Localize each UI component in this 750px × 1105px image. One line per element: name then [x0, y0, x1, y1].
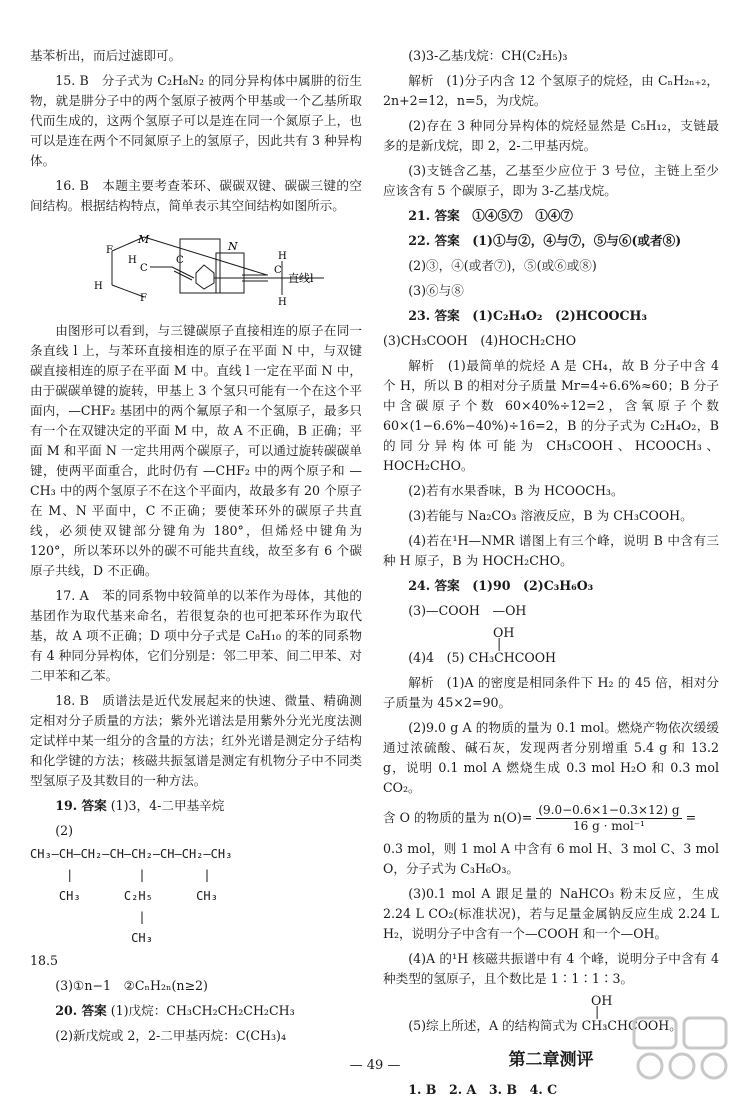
structural-formula-branches: CH₃ C₂H₅ CH₃ — [30, 889, 218, 903]
text-line: 18.5 — [30, 953, 59, 968]
answer-text: (1)戊烷：CH₃CH₂CH₂CH₂CH₃ — [110, 1003, 295, 1018]
explanation-20-2: (2)存在 3 种同分异构体的烷烃显然是 C₅H₁₂，支链最多的是新戊烷，即 2，2-二甲基丙烷。 — [383, 118, 719, 153]
answer-22: 22. 答案 (1)①与②，④与⑦，⑤与⑥(或者⑧) — [408, 233, 682, 248]
line-l-label: 直线l — [288, 272, 314, 285]
atom-label: H — [128, 255, 137, 266]
answer-21: 21. 答案 ①④⑤⑦ ①④⑦ — [408, 208, 574, 223]
fraction-denominator: 16 g · mol⁻¹ — [573, 819, 645, 833]
answer-24: 24. 答案 (1)90 (2)C₃H₆O₃ — [408, 578, 594, 593]
explanation-23-4: (4)若在¹H—NMR 谱图上有三个峰，说明 B 中含有三种 H 原子，B 为 HOCH₂CHO。 — [383, 533, 719, 568]
fraction — [536, 803, 681, 834]
answer-24-part3: (3)—COOH —OH — [408, 603, 527, 618]
structural-formula-bonds: | | | — [30, 868, 211, 882]
atom-label: C — [274, 265, 282, 276]
answer-22-part3: (3)⑥与⑧ — [408, 283, 464, 298]
explanation-24-2: (2)9.0 g A 的物质的量为 0.1 mol。燃烧产物依次缓缓通过浓硫酸、碱石灰，发现两者分别增重 5.4 g 和 13.2 g，说明 0.1 mol A 燃烧生成 0.3 mol H₂O 和 0.3 mol CO₂。 — [383, 720, 719, 795]
answer-20-heading — [30, 1001, 362, 1021]
calc-suffix: = — [685, 810, 697, 825]
fraction-numerator: (9.0−0.6×1−0.3×12) g — [538, 803, 680, 817]
answer-label: 19. 答案 — [55, 798, 107, 813]
explanation-23-2: (2)若有水果香味，B 为 HCOOCH₃。 — [408, 483, 624, 498]
atom-label: F — [106, 245, 113, 256]
answer-20-part2: (2)新戊烷或 2，2-二甲基丙烷：C(CH₃)₄ — [55, 1028, 287, 1043]
page-number: — 49 — — [349, 1058, 401, 1073]
bond-mark: | — [497, 636, 502, 651]
explanation-20-1: 解析 (1)分子内含 12 个氢原子的烷烃，由 CₙH₂ₙ₊₂，2n+2=12，n=5，为戊烷。 — [383, 73, 719, 108]
structural-formula-branches: CH₃ — [30, 931, 153, 945]
answer-19-heading — [30, 796, 362, 816]
answer-23: 23. 答案 (1)C₂H₄O₂ (2)HCOOCH₃ — [408, 308, 647, 323]
section-title: 第二章测评 — [508, 1050, 594, 1070]
calc-prefix: 含 O 的物质的量为 n(O)= — [383, 810, 533, 825]
explanation-24-5: (4)A 的¹H 核磁共振谱中有 4 个峰，说明分子中含有 4 种类型的氢原子，且个数比是 1∶1∶1∶3。 — [383, 951, 719, 986]
answer-label: 20. 答案 — [55, 1003, 107, 1018]
answer-17: 17. A 苯的同系物中较简单的以苯作为母体，其他的基团作为取代基来命名，若很复杂的也可把苯环作为取代基，故 A 项不正确；D 项中分子式是 C₈H₁₀ 的苯的同系物有 4 种同分异构体，它们分别是：邻二甲苯、间二甲苯、对二甲苯和乙苯。 — [30, 588, 362, 683]
section-answers: 1. B 2. A 3. B 4. C — [408, 1082, 558, 1097]
explanation-23-3: (3)若能与 Na₂CO₃ 溶液反应，B 为 CH₃COOH。 — [408, 508, 693, 523]
atom-label: C — [176, 255, 184, 266]
answer-text: (1)3，4-二甲基辛烷 — [110, 798, 225, 813]
structure-diagram — [92, 223, 342, 309]
atom-label: H — [278, 251, 287, 262]
explanation-24-4: (3)0.1 mol A 跟足量的 NaHCO₃ 粉末反应，生成 2.24 L CO₂(标准状况)，若与足量金属钠反应生成 2.24 L H₂，说明分子中含有一个—COOH 和一个—OH。 — [383, 886, 719, 941]
explanation-24-1: 解析 (1)A 的密度是相同条件下 H₂ 的 45 倍，相对分子质量为 45×2=90。 — [383, 675, 719, 710]
answer-19-part2: (2) — [55, 823, 74, 838]
atom-label: H — [278, 297, 287, 308]
explanation-20-3: (3)支链含乙基，乙基至少应位于 3 号位，主链上至少应该含有 5 个碳原子，即为 3-乙基戊烷。 — [383, 163, 719, 198]
atom-label: F — [140, 293, 147, 304]
answer-16: 16. B 本题主要考查苯环、碳碳双键、碳碳三键的空间结构。根据结构特点，简单表示其空间结构如图所示。 — [30, 178, 362, 213]
explanation-24-6: (5)综上所述，A 的结构简式为 CH₃CHCOOH。 — [408, 1018, 682, 1033]
plane-m-label: M — [138, 233, 150, 246]
explanation-23-1: 解析 (1)最简单的烷烃 A 是 CH₄，故 B 分子中含 4 个 H，所以 B 的相对分子质量 Mr=4÷6.6%≈60；B 分子中含碳原子个数 60×40%÷12=2，含氧原子个数 60×(1−6.6%−40%)÷16=2，B 的分子式为 C₂H₄O₂，B 的同分异构体可能为 CH₃COOH、HCOOCH₃、HOCH₂CHO。 — [383, 358, 719, 473]
answer-19-part3: (3)①n−1 ②CₙH₂ₙ(n≥2) — [55, 978, 208, 993]
right-column — [383, 46, 719, 1105]
atom-label: C — [140, 263, 148, 274]
plane-n-label: N — [228, 240, 238, 253]
watermark-stamp-icon — [628, 1012, 736, 1084]
answer-20-part3: (3)3-乙基戊烷：CH(C₂H₅)₃ — [408, 48, 568, 63]
explanation-24-3: 0.3 mol，则 1 mol A 中含有 6 mol H、3 mol C、3 mol O，分子式为 C₃H₆O₃。 — [383, 841, 719, 876]
oxygen-calculation — [383, 803, 719, 834]
bond-mark: | — [595, 1004, 600, 1019]
left-column — [30, 46, 362, 1051]
structural-formula: CH₃—CH—CH₂—CH—CH₂—CH—CH₂—CH₃ — [30, 847, 233, 861]
answer-15: 15. B 分子式为 C₂H₈N₂ 的同分异构体中属肼的衍生物，就是肼分子中的两个氢原子被两个甲基或一个乙基所取代而生成的，这两个氢原子可以是连在同一个氮原子上，也可以是连在两个不同氮原子上的氢原子，因此共有 3 种异构体。 — [30, 73, 362, 168]
text-line: 基苯析出，而后过滤即可。 — [30, 48, 182, 63]
hydroxyl-label: OH — [493, 625, 515, 640]
answer-24-part4: (4)4 (5) CH₃CHCOOH — [408, 650, 557, 665]
answer-16-explanation: 由图形可以看到，与三键碳原子直接相连的原子在同一条直线 l 上，与苯环直接相连的原子在平面 N 中，与双键碳直接相连的原子在平面 M 中。直线 l 一定在平面 N 中，由于碳碳单键的旋转，甲基上 3 个氢只可能有一个在这个平面内，—CHF₂ 基团中的两个氟原子和一个氢原子，最多只有一个在双键决定的平面 M 中，故 A 不正确，B 正确；平面 M 和平面 N 一定共用两个碳原子，可以通过旋转碳碳单键，使两平面重合，此时仍有 —CHF₂ 中的两个原子和 —CH₃ 中的两个氢原子不在这个平面内，故最多有 20 个原子在 M、N 平面中，C 不正确；要使苯环外的碳原子共直线，必须使双键部分键角为 180°，但烯烃中键角为 120°，所以苯环以外的碳不可能共直线，故至多有 6 个碳原子共线，D 不正确。 — [30, 323, 362, 578]
answer-18: 18. B 质谱法是近代发展起来的快速、微量、精确测定相对分子质量的方法；紫外光谱法是用紫外分光光度法测定试样中某一组分的含量的方法；红外光谱是测定分子结构和化学键的方法；核磁共振氢谱是测定有机物分子中不同类型氢原子及其数目的一种方法。 — [30, 693, 362, 788]
answer-23-part2: (3)CH₃COOH (4)HOCH₂CHO — [383, 333, 577, 348]
hydroxyl-label: OH — [591, 993, 613, 1008]
answer-22-part2: (2)③，④(或者⑦)，⑤(或⑥或⑧) — [408, 258, 597, 273]
structural-formula-bonds: | — [30, 910, 146, 924]
atom-label: H — [94, 281, 103, 292]
